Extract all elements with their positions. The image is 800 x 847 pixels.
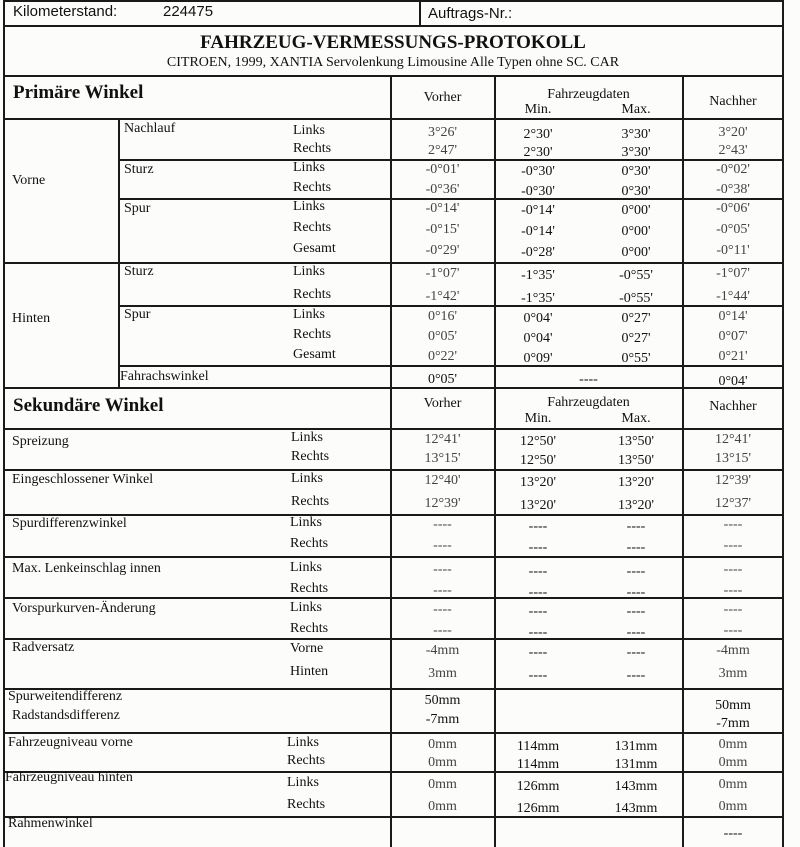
line-spurdiff [3,556,783,558]
header-bottom-line [3,25,783,27]
value-vorher: 12°39' [424,496,461,511]
col-head-fahrzeugdaten: Fahrzeugdaten [547,87,630,102]
col-head-nachher: Nachher [709,94,757,109]
value-max: 13°20' [617,498,655,513]
value-max: 13°50' [617,453,655,468]
side-label-links: Links [287,775,319,790]
row-label-sturz-vorne: Sturz [124,162,154,177]
fahrachs-vorher: 0°05' [427,372,458,387]
value-max: 143mm [614,801,658,816]
line-spur-h [118,365,783,367]
value-max: -0°55' [619,268,653,283]
col-head-min-2: Min. [524,411,552,426]
value-vorher: -0°01' [425,162,460,177]
value-vorher: 2°47' [427,143,458,158]
row-label-nachlauf: Nachlauf [124,121,176,136]
line-spreizung [3,469,783,471]
km-label: Kilometerstand: [13,3,118,20]
value-vorher: 13°15' [424,451,461,466]
value-nachher: 12°37' [714,496,752,511]
side-label-rechts: Rechts [291,494,330,509]
value-nachher: -1°07' [716,266,750,281]
row-label-radstandsdifferenz: Radstandsdifferenz [12,708,120,723]
value-min: -0°14' [521,203,555,218]
primary-section-title: Primäre Winkel [13,82,144,103]
group-label-vorne: Vorne [12,173,46,188]
frame-top [3,0,783,2]
value-nachher: 12°39' [714,473,752,488]
side-label-links: Links [290,600,322,615]
secondary-header-line [3,428,783,430]
value-max: 0°00' [621,245,651,260]
value-nachher: -0°02' [716,162,750,177]
value-vorher: 0mm [428,799,457,814]
value-max: ---- [626,604,646,619]
side-label-links: Links [293,264,325,279]
value-nachher: 12°41' [714,432,752,447]
value-nachher: ---- [723,517,743,532]
line-nachlauf [118,159,783,161]
page-title: FAHRZEUG-VERMESSUNGS-PROTOKOLL [200,32,586,53]
value-min: 0°04' [523,331,553,346]
value-nachher: 0°07' [718,329,748,344]
line-spurweite [3,732,783,734]
value-nachher: -0°06' [716,201,750,216]
side-label-links: Links [291,430,323,445]
value-min: ---- [528,585,548,600]
value-vorher: ---- [433,623,452,638]
side-label-links: Links [290,560,322,575]
value-nachher: 3°20' [718,125,748,140]
rahmen-nachher: ---- [723,826,743,841]
title-bottom-line [3,75,783,77]
side-label-gesamt: Gesamt [293,241,336,256]
row-label-spurdifferenzwinkel: Spurdifferenzwinkel [12,516,127,531]
row-label-spur-vorne: Spur [124,201,151,216]
side-label-rechts: Rechts [290,581,329,596]
side-label-gesamt: Gesamt [293,347,336,362]
value-min: 12°50' [519,453,557,468]
col-head-max: Max. [621,102,651,117]
value-vorher: -1°42' [425,289,460,304]
value-max: 0°27' [621,331,651,346]
row-label-niveau-vorne: Fahrzeugniveau vorne [8,735,133,750]
line-niveau-h [3,816,783,818]
side-label-vorne: Vorne [290,641,324,656]
row-label-sturz-hinten: Sturz [124,264,154,279]
fahrachs-data: ---- [579,372,598,387]
side-label-rechts: Rechts [290,536,329,551]
value-vorher: -0°15' [425,222,460,237]
side-label-hinten: Hinten [290,664,329,679]
value-max: 0°00' [621,203,651,218]
row-label-radversatz: Radversatz [12,640,75,655]
line-sturz-v [118,198,783,200]
value-vorher: 3mm [428,666,457,681]
value-min: ---- [528,519,548,534]
value-max: -0°55' [619,291,653,306]
header-divider [419,0,421,26]
value-vorher: -0°14' [425,201,460,216]
value-max: 131mm [614,757,658,772]
col-head-vorher: Vorher [423,90,462,105]
row-label-spurweitendifferenz: Spurweitendifferenz [8,689,123,704]
value-nachher: ---- [723,562,743,577]
value-nachher: ---- [723,623,743,638]
value-min: 13°20' [519,498,557,513]
side-label-links: Links [293,307,325,322]
value-vorher: -4mm [425,643,460,658]
value-min: ---- [528,564,548,579]
value-min: -0°28' [521,245,555,260]
value-max: ---- [626,645,646,660]
value-vorher: ---- [433,538,452,553]
side-label-rechts: Rechts [290,621,329,636]
value-vorher: -1°07' [425,266,460,281]
value-max: ---- [626,519,646,534]
order-number-label[interactable]: Auftrags-Nr.: [428,5,513,22]
value-min: ---- [528,645,548,660]
value-nachher: ---- [723,538,743,553]
value-min: ---- [528,668,548,683]
value-max: ---- [626,625,646,640]
side-label-links: Links [287,735,319,750]
value-max: 0°00' [621,224,651,239]
side-label-links: Links [293,199,325,214]
value-nachher: 0mm [718,799,748,814]
value-vorher: ---- [433,583,452,598]
value-min: 0°04' [523,311,553,326]
value-max: 0°30' [621,184,651,199]
row-label-eingeschlossener-winkel: Eingeschlossener Winkel [12,472,154,487]
value-nachher: -4mm [716,643,750,658]
km-value[interactable]: 224475 [163,3,214,20]
value-vorher: -0°36' [425,182,460,197]
value-vorher: 12°40' [424,473,461,488]
value-nachher: 13°15' [714,451,752,466]
side-label-rechts: Rechts [291,449,330,464]
page-subtitle: CITROEN, 1999, XANTIA Servolenkung Limousine Alle Typen ohne SC. CAR [166,55,620,70]
value-min: 126mm [516,779,560,794]
value-max: 3°30' [621,127,651,142]
value-max: 131mm [614,739,658,754]
col-head-fahrzeugdaten-2: Fahrzeugdaten [547,395,630,410]
side-label-links: Links [293,160,325,175]
value-nachher: 3mm [718,666,748,681]
side-label-rechts: Rechts [287,753,326,768]
value-min: ---- [528,540,548,555]
value-min: -0°30' [521,164,555,179]
group-label-hinten: Hinten [12,311,51,326]
side-label-rechts: Rechts [287,797,326,812]
value-nachher: 0°14' [718,309,748,324]
value-max: 13°20' [617,475,655,490]
line-vorne [3,262,783,264]
value-vorher: -0°29' [425,243,460,258]
row-label-spreizung: Spreizung [12,434,69,449]
value-nachher: 2°43' [718,143,748,158]
side-label-links: Links [290,515,322,530]
row-label-vorspurkurven: Vorspurkurven-Änderung [12,601,156,616]
value-max: 0°27' [621,311,651,326]
value-max: ---- [626,668,646,683]
value-vorher: ---- [433,517,452,532]
value-vorher: 0°16' [427,309,458,324]
row-label-spur-hinten: Spur [124,307,151,322]
value-vorher: 0°05' [427,329,458,344]
value-nachher: 0mm [718,755,748,770]
value-min: 2°30' [523,127,553,142]
col-head-max-2: Max. [621,411,651,426]
row-label-lenkeinschlag: Max. Lenkeinschlag innen [12,561,161,576]
value-max: 3°30' [621,145,651,160]
value-min: 114mm [516,757,560,772]
value-vorher: 0mm [428,755,457,770]
value-nachher: ---- [723,583,743,598]
side-label-links: Links [291,471,323,486]
value-max: 13°50' [617,434,655,449]
value-vorher: 3°26' [427,125,458,140]
side-label-rechts: Rechts [293,220,332,235]
value-min: ---- [528,604,548,619]
value-min: 12°50' [519,434,557,449]
value-vorher: 12°41' [424,432,461,447]
primary-header-line [3,118,783,120]
radstand-vorher: -7mm [425,712,460,727]
value-vorher: 0mm [428,737,457,752]
value-min: -0°14' [521,224,555,239]
value-nachher: -1°44' [716,289,750,304]
secondary-section-title: Sekundäre Winkel [13,395,164,416]
value-max: 0°30' [621,164,651,179]
value-min: -0°30' [521,184,555,199]
row-label-rahmenwinkel: Rahmenwinkel [8,816,93,831]
value-min: 126mm [516,801,560,816]
side-label-links: Links [293,123,325,138]
frame-left [3,0,5,847]
radstand-nachher: -7mm [716,716,750,731]
side-label-rechts: Rechts [293,327,332,342]
value-nachher: -0°11' [716,243,750,258]
fahrachs-nachher: 0°04' [718,374,748,389]
value-nachher: 0mm [718,777,748,792]
col-head-nachher-2: Nachher [709,399,757,414]
row-label-niveau-hinten: Fahrzeugniveau hinten [5,770,133,785]
value-vorher: ---- [433,562,452,577]
value-nachher: -0°38' [716,182,750,197]
value-nachher: -0°05' [716,222,750,237]
value-vorher: 0°22' [427,349,458,364]
value-nachher: 0°21' [718,349,748,364]
value-min: 114mm [516,739,560,754]
value-max: ---- [626,564,646,579]
row-label-fahrachswinkel: Fahrachswinkel [120,369,209,384]
value-min: ---- [528,625,548,640]
value-min: 13°20' [519,475,557,490]
value-nachher: ---- [723,602,743,617]
spurweite-vorher: 50mm [424,693,461,708]
value-vorher: 0mm [428,777,457,792]
spurweite-nachher: 50mm [715,698,751,713]
value-min: -1°35' [521,291,555,306]
value-max: ---- [626,540,646,555]
col-head-vorher-2: Vorher [423,396,462,411]
side-label-rechts: Rechts [293,180,332,195]
value-max: ---- [626,585,646,600]
value-min: -1°35' [521,268,555,283]
value-max: 143mm [614,779,658,794]
line-sturz-h [118,305,783,307]
value-max: 0°55' [621,351,651,366]
value-min: 0°09' [523,351,553,366]
value-vorher: ---- [433,602,452,617]
value-nachher: 0mm [718,737,748,752]
value-min: 2°30' [523,145,553,160]
side-label-rechts: Rechts [293,141,332,156]
side-label-rechts: Rechts [293,287,332,302]
col-head-min: Min. [524,102,552,117]
